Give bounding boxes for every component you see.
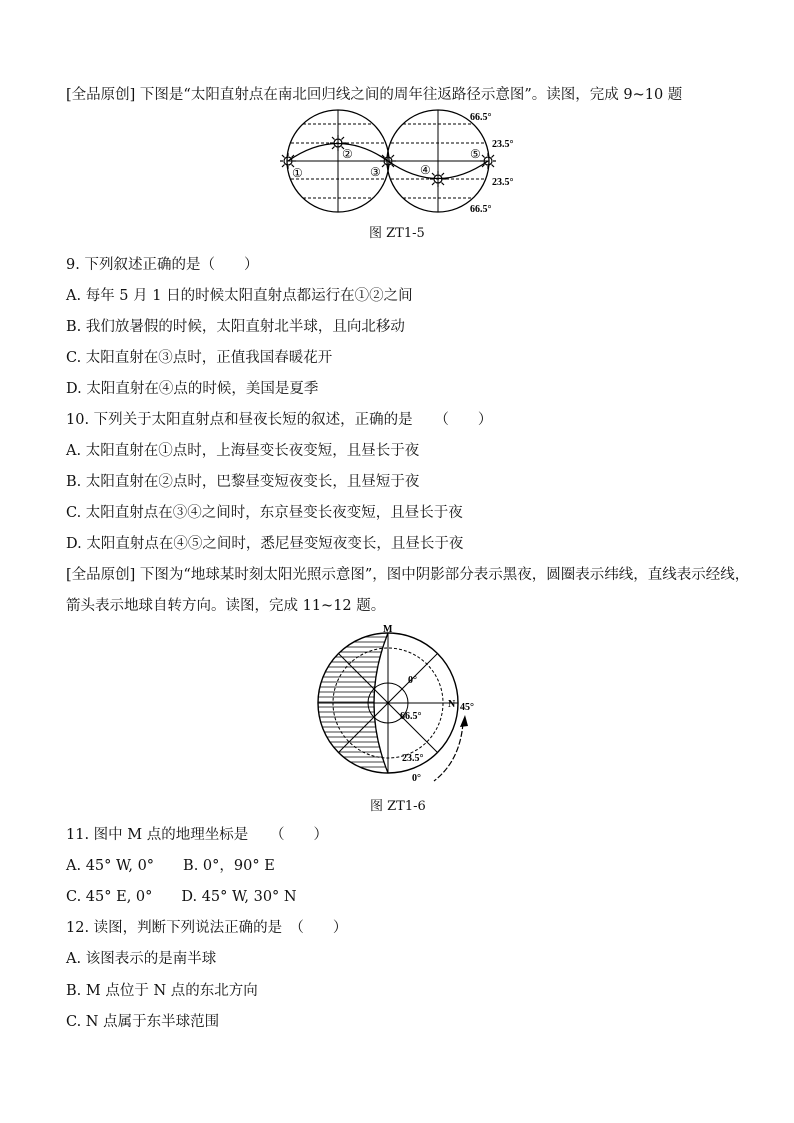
q10-option-b: B. 太阳直射在②点时，巴黎昼变短夜变长，且昼短于夜 — [66, 474, 420, 490]
lat-label-66n: 66.5° — [470, 112, 492, 123]
lat-label-66s: 66.5° — [470, 204, 492, 215]
figure-zt1-5 — [270, 106, 530, 216]
q9-option-c: C. 太阳直射在③点时，正值我国春暖花开 — [66, 350, 333, 366]
section2-intro-line1: [全品原创] 下图为“地球某时刻太阳光照示意图”，图中阴影部分表示黑夜，圆圈表示纬线，直线表示经线， — [66, 567, 750, 583]
q11-stem: 11. 图中 M 点的地理坐标是 （ ） — [66, 827, 328, 843]
label-23-5: 23.5° — [402, 753, 424, 764]
figure-zt1-6 — [310, 623, 490, 783]
point-label-2: ② — [342, 147, 353, 161]
point-label-3: ③ — [370, 165, 381, 179]
q9-option-a: A. 每年 5 月 1 日的时候太阳直射点都运行在①②之间 — [66, 288, 413, 304]
lat-label-23s: 23.5° — [492, 177, 514, 188]
point-label-4: ④ — [420, 163, 431, 177]
label-0-center: 0° — [408, 675, 417, 686]
point-label-1: ① — [292, 166, 303, 180]
label-n: N — [448, 699, 456, 710]
lat-label-23n: 23.5° — [492, 139, 514, 150]
section2-intro-line2: 箭头表示地球自转方向。读图，完成 11~12 题。 — [66, 598, 386, 614]
q9-option-d: D. 太阳直射在④点的时候，美国是夏季 — [66, 381, 319, 397]
q10-option-a: A. 太阳直射在①点时，上海昼变长夜变短，且昼长于夜 — [66, 443, 420, 459]
q10-stem: 10. 下列关于太阳直射点和昼夜长短的叙述，正确的是 （ ） — [66, 412, 493, 428]
q10-option-c: C. 太阳直射点在③④之间时，东京昼变长夜变短，且昼长于夜 — [66, 505, 463, 521]
label-66-5: 66.5° — [400, 711, 422, 722]
label-m: M — [383, 624, 393, 635]
figure-caption-zt1-6: 图 ZT1-6 — [370, 799, 426, 814]
q9-stem: 9. 下列叙述正确的是（ ） — [66, 257, 259, 273]
figure-caption-zt1-5: 图 ZT1-5 — [369, 226, 425, 241]
q11-options-row1: A. 45° W, 0° B. 0°，90° E — [66, 858, 275, 874]
q12-option-b: B. M 点位于 N 点的东北方向 — [66, 983, 258, 999]
label-45: 45° — [460, 702, 474, 713]
q11-options-row2: C. 45° E, 0° D. 45° W, 30° N — [66, 889, 297, 905]
point-label-5: ⑤ — [470, 147, 481, 161]
q12-stem: 12. 读图，判断下列说法正确的是 （ ） — [66, 920, 348, 936]
q12-option-a: A. 该图表示的是南半球 — [66, 951, 217, 967]
q9-option-b: B. 我们放暑假的时候，太阳直射北半球，且向北移动 — [66, 319, 405, 335]
section1-intro: [全品原创] 下图是“太阳直射点在南北回归线之间的周年往返路径示意图”。读图，完成 9~10 题 — [66, 87, 683, 103]
q12-option-c: C. N 点属于东半球范围 — [66, 1014, 220, 1030]
q10-option-d: D. 太阳直射点在④⑤之间时，悉尼昼变短夜变长，且昼长于夜 — [66, 536, 464, 552]
label-0-bottom: 0° — [412, 773, 421, 783]
